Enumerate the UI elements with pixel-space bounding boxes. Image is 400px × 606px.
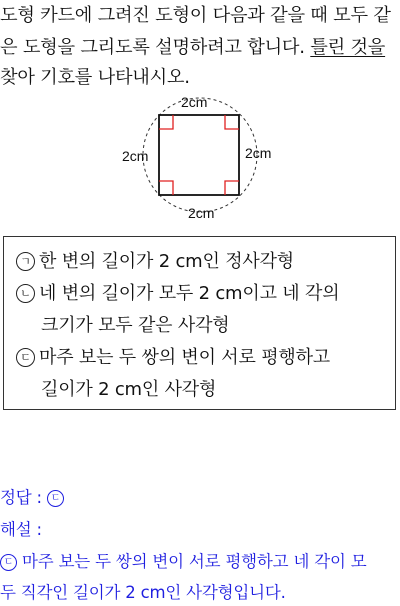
option-2-symbol: ㄴ bbox=[16, 284, 35, 303]
option-2-text-line-2: 크기가 모두 같은 사각형 bbox=[41, 315, 230, 336]
right-angle-mark-bottom-left bbox=[159, 181, 173, 195]
explanation-label: 해설 : bbox=[0, 520, 42, 539]
answer-line bbox=[0, 485, 64, 511]
option-3-text-line-1: 마주 보는 두 쌍의 변이 서로 평행하고 bbox=[39, 347, 330, 368]
label-bottom: 2cm bbox=[188, 205, 215, 221]
right-angle-mark-bottom-right bbox=[225, 181, 239, 195]
label-right: 2cm bbox=[245, 145, 272, 161]
explanation-line-2: 두 직각인 길이가 2 cm인 사각형입니다. bbox=[0, 583, 286, 602]
option-1 bbox=[16, 248, 294, 276]
square-shape bbox=[159, 115, 239, 195]
question-line-2-text: 은 도형을 그리도록 설명하려고 합니다. bbox=[0, 37, 311, 58]
option-1-text: 한 변의 길이가 2 cm인 정사각형 bbox=[39, 251, 294, 272]
option-3 bbox=[16, 344, 330, 372]
option-3-text-line-2: 길이가 2 cm인 사각형 bbox=[41, 379, 217, 400]
question-underlined-phrase: 틀린 것을 bbox=[310, 37, 386, 58]
right-angle-mark-top-right bbox=[225, 115, 239, 129]
explanation-line-1 bbox=[0, 549, 367, 575]
explanation-symbol: ㄷ bbox=[0, 554, 17, 571]
question-line-3: 찾아 기호를 나타내시오. bbox=[0, 67, 190, 88]
question-line-1: 도형 카드에 그려진 도형이 다음과 같을 때 모두 같 bbox=[0, 5, 391, 26]
label-top: 2cm bbox=[181, 94, 208, 110]
option-2-text-line-1: 네 변의 길이가 모두 2 cm이고 네 각의 bbox=[39, 283, 340, 304]
label-left: 2cm bbox=[122, 148, 149, 164]
option-1-symbol: ㄱ bbox=[16, 252, 35, 271]
option-3-symbol: ㄷ bbox=[16, 348, 35, 367]
options-box bbox=[3, 236, 396, 410]
answer-symbol: ㄷ bbox=[47, 490, 64, 507]
explanation-text-1: 마주 보는 두 쌍의 변이 서로 평행하고 네 각이 모 bbox=[17, 552, 367, 571]
square-figure bbox=[112, 92, 288, 222]
question-line-2 bbox=[0, 34, 385, 62]
answer-label: 정답 : bbox=[0, 488, 47, 507]
option-2 bbox=[16, 280, 339, 308]
right-angle-marks bbox=[159, 115, 239, 195]
right-angle-mark-top-left bbox=[159, 115, 173, 129]
